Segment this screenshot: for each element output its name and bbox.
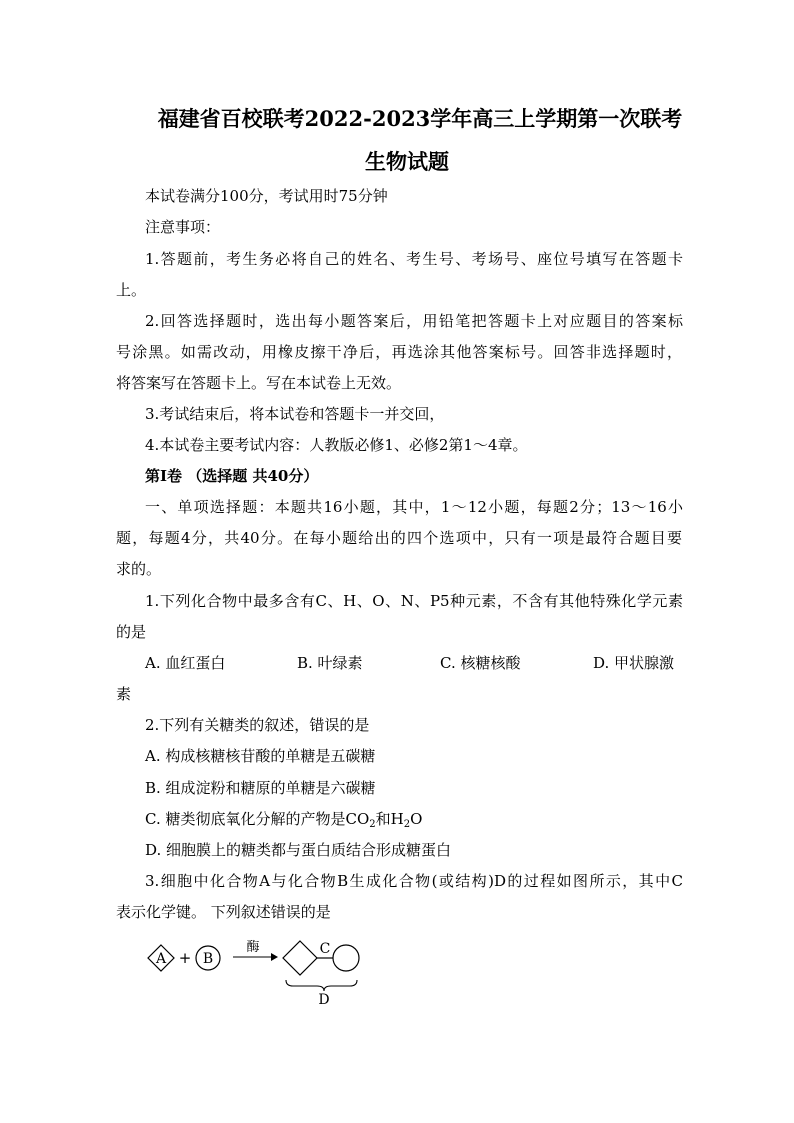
score-time-text: 本试卷满分100分，考试用时75分钟 <box>145 187 388 205</box>
reaction-arrowhead <box>271 953 278 961</box>
h2o-subscript: 2 <box>403 819 411 830</box>
question-2-stem: 2.下列有关糖类的叙述，错误的是 <box>145 716 370 734</box>
question-1-option-d: D. 甲状腺激 <box>593 654 675 672</box>
co2-subscript: 2 <box>369 819 376 830</box>
notice-3: 3.考试结束后，将本试卷和答题卡一并交回， <box>145 405 445 423</box>
page-title: 福建省百校联考2022-2023学年高三上学期第一次联考 <box>157 106 683 131</box>
notice-2-line-3: 将答案写在答题卡上。写在本试卷上无效。 <box>116 374 402 392</box>
section-instructions-line-1: 一、单项选择题：本题共16小题，其中，1～12小题，每题2分；13～16小 <box>145 498 683 516</box>
label-c: C <box>319 941 331 957</box>
question-1-option-c: C. 核糖核酸 <box>440 654 521 672</box>
question-2-option-c <box>145 809 422 829</box>
notice-1-line-2: 上。 <box>116 281 147 299</box>
question-2-option-c-text: C. 糖类彻底氧化分解的产物是CO <box>145 810 370 828</box>
enzyme-label: 酶 <box>246 940 260 955</box>
question-2-option-d: D. 细胞膜上的糖类都与蛋白质结合形成糖蛋白 <box>145 841 452 859</box>
question-2-option-b: B. 组成淀粉和糖原的单糖是六碳糖 <box>145 779 376 797</box>
product-diamond-shape <box>283 941 317 975</box>
label-b: B <box>202 951 214 967</box>
reaction-diagram <box>143 936 373 1006</box>
question-2-option-c-mid: 和H <box>375 810 404 828</box>
section-instructions-line-3: 求的。 <box>116 560 162 578</box>
section-heading: 第I卷 （选择题 共40分） <box>145 467 319 485</box>
notice-1-line-1: 1.答题前，考生务必将自己的姓名、考生号、考场号、座位号填写在答题卡 <box>145 250 683 268</box>
question-1-stem-line-1: 1.下列化合物中最多含有C、H、O、N、P5种元素，不含有其他特殊化学元素 <box>145 592 683 610</box>
notice-2-line-1: 2.回答选择题时，选出每小题答案后，用铅笔把答题卡上对应题目的答案标 <box>145 312 683 330</box>
notice-heading: 注意事项： <box>145 218 221 236</box>
question-1-option-b: B. 叶绿素 <box>297 654 363 672</box>
label-a: A <box>155 951 167 967</box>
page-subtitle: 生物试题 <box>365 149 449 174</box>
question-2-option-a: A. 构成核糖核苷酸的单糖是五碳糖 <box>145 747 376 765</box>
label-d: D <box>318 992 330 1006</box>
plus-sign: + <box>178 949 192 967</box>
section-instructions-line-2: 题，每题4分，共40分。在每小题给出的四个选项中，只有一项是最符合题目要 <box>116 529 682 547</box>
question-1-option-a: A. 血红蛋白 <box>145 654 226 672</box>
question-3-stem-line-2: 表示化学键。 下列叙述错误的是 <box>116 903 331 921</box>
brace-d <box>286 980 357 991</box>
notice-4: 4.本试卷主要考试内容：人教版必修1、必修2第1～4章。 <box>145 436 528 454</box>
question-1-stem-line-2: 的是 <box>116 623 147 641</box>
question-2-option-c-end: O <box>410 810 423 828</box>
notice-2-line-2: 号涂黑。如需改动，用橡皮擦干净后，再选涂其他答案标号。回答非选择题时， <box>116 343 682 361</box>
question-3-stem-line-1: 3.细胞中化合物A与化合物B生成化合物(或结构)D的过程如图所示，其中C <box>145 872 683 890</box>
question-1-option-d-continued: 素 <box>116 685 132 703</box>
product-circle-shape <box>333 945 359 971</box>
